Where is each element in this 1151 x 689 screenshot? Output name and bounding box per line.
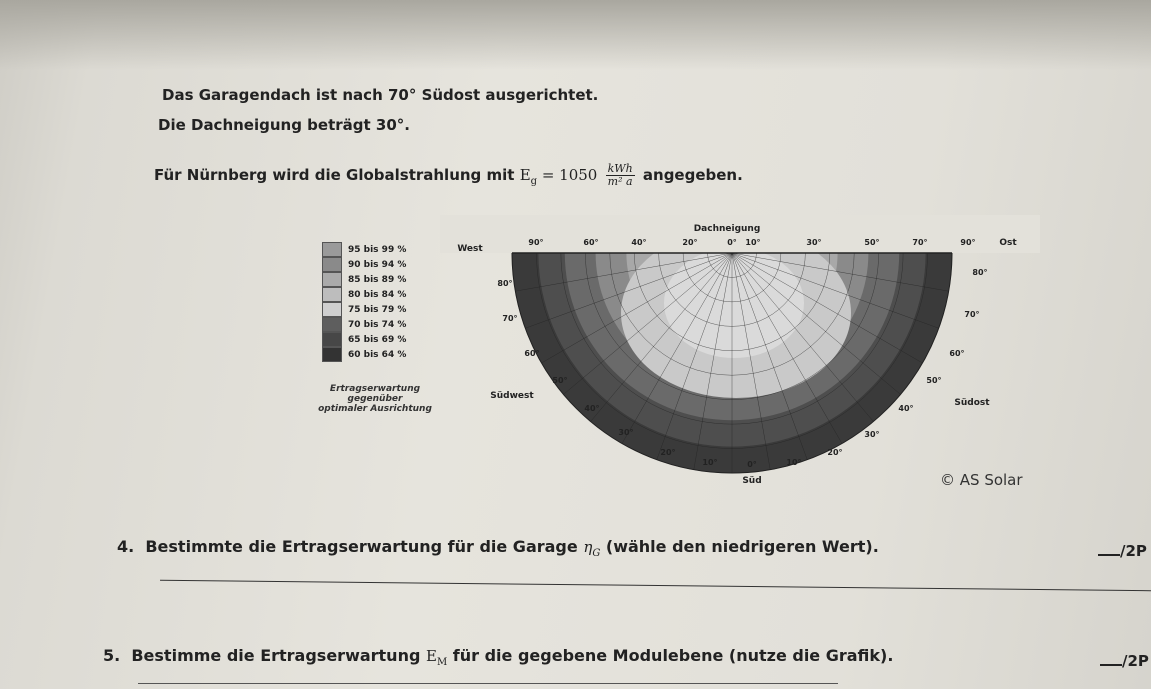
legend-label: 85 bis 89 % <box>348 274 407 285</box>
legend-item <box>322 317 406 332</box>
task-4-points[interactable]: /2P <box>1098 542 1147 560</box>
formula-lhs: $E_g = 1050$ <box>519 166 598 187</box>
legend-item <box>322 272 406 287</box>
legend <box>322 242 406 362</box>
task-5-points[interactable]: /2P <box>1100 652 1149 670</box>
azimuth-label-east: 70° <box>964 310 980 319</box>
legend-swatch <box>322 287 342 302</box>
suedwest-label: Südwest <box>490 391 534 401</box>
azimuth-label-east: 60° <box>949 349 965 358</box>
chart-title: Dachneigung <box>693 224 761 234</box>
chart-top-mask <box>440 215 1040 253</box>
azimuth-label-east: 30° <box>864 430 880 439</box>
legend-label: 70 bis 74 % <box>348 319 407 330</box>
copyright-label: © AS Solar <box>940 471 1023 489</box>
tilt-label-top: 10° <box>745 238 761 247</box>
suedost-label: Südost <box>954 398 990 408</box>
legend-label: 80 bis 84 % <box>348 289 407 300</box>
legend-label: 65 bis 69 % <box>348 334 407 345</box>
intro-line-tilt: Die Dachneigung beträgt 30°. <box>158 116 410 134</box>
legend-swatch <box>322 302 342 317</box>
azimuth-label-east: 50° <box>926 376 942 385</box>
azimuth-label-west: 10° <box>702 458 718 467</box>
task-4: 4. Bestimmte die Ertragserwartung für die Garage $\eta_G$ (wähle den niedrigeren Wert). <box>117 537 879 559</box>
legend-swatch <box>322 332 342 347</box>
page-shadow <box>0 0 1151 70</box>
legend-item <box>322 287 406 302</box>
legend-label: 75 bis 79 % <box>348 304 407 315</box>
azimuth-label-west: 20° <box>660 448 676 457</box>
formula-unit: $\frac{\text{kWh}}{\text{m² a}}$ <box>607 162 633 188</box>
ost-label: Ost <box>999 238 1017 248</box>
azimuth-label-south: 0° <box>747 460 757 469</box>
radiation-text-before: Für Nürnberg wird die Globalstrahlung mit <box>154 166 515 184</box>
azimuth-label-west: 50° <box>552 376 568 385</box>
legend-item <box>322 347 406 362</box>
tilt-label-top: 70° <box>912 238 928 247</box>
azimuth-label-east: 80° <box>972 268 988 277</box>
intro-line-radiation <box>154 163 743 188</box>
tilt-label-top: 90° <box>960 238 976 247</box>
legend-swatch <box>322 317 342 332</box>
tilt-label-top: 50° <box>864 238 880 247</box>
intro-line-orientation: Das Garagendach ist nach 70° Südost ausgerichtet. <box>162 86 599 104</box>
sued-label: Süd <box>742 476 762 485</box>
legend-swatch <box>322 257 342 272</box>
legend-item <box>322 332 406 347</box>
legend-note: Ertragserwartung gegenüber optimaler Ausrichtung <box>318 384 432 414</box>
legend-swatch <box>322 347 342 362</box>
legend-label: 90 bis 94 % <box>348 259 407 270</box>
azimuth-label-west: 30° <box>618 428 634 437</box>
tilt-label-top: 90° <box>528 238 544 247</box>
azimuth-label-east: 10° <box>786 458 802 467</box>
task-5-answer-line[interactable] <box>138 683 838 684</box>
west-label: West <box>457 244 483 254</box>
azimuth-label-west: 40° <box>584 404 600 413</box>
azimuth-label-west: 80° <box>497 279 513 288</box>
tilt-label-top: 60° <box>583 238 599 247</box>
azimuth-label-west: 70° <box>502 314 518 323</box>
legend-swatch <box>322 242 342 257</box>
radiation-text-after: angegeben. <box>642 166 743 184</box>
orientation-chart <box>440 215 1040 485</box>
azimuth-label-west: 60° <box>524 349 540 358</box>
eta-symbol: $\eta_G$ <box>583 538 601 559</box>
azimuth-label-east: 20° <box>827 448 843 457</box>
legend-label: 95 bis 99 % <box>348 244 407 255</box>
legend-label: 60 bis 64 % <box>348 349 407 360</box>
azimuth-label-east: 40° <box>898 404 914 413</box>
task-5: 5. Bestimme die Ertragserwartung $E_M$ für die gegebene Modulebene (nutze die Grafik). <box>103 646 894 668</box>
tilt-label-top: 30° <box>806 238 822 247</box>
legend-swatch <box>322 272 342 287</box>
tilt-label-top: 0° <box>727 238 737 247</box>
tilt-label-top: 40° <box>631 238 647 247</box>
em-symbol: $E_M$ <box>426 647 448 668</box>
legend-item <box>322 302 406 317</box>
tilt-label-top: 20° <box>682 238 698 247</box>
legend-item <box>322 242 406 257</box>
legend-item <box>322 257 406 272</box>
